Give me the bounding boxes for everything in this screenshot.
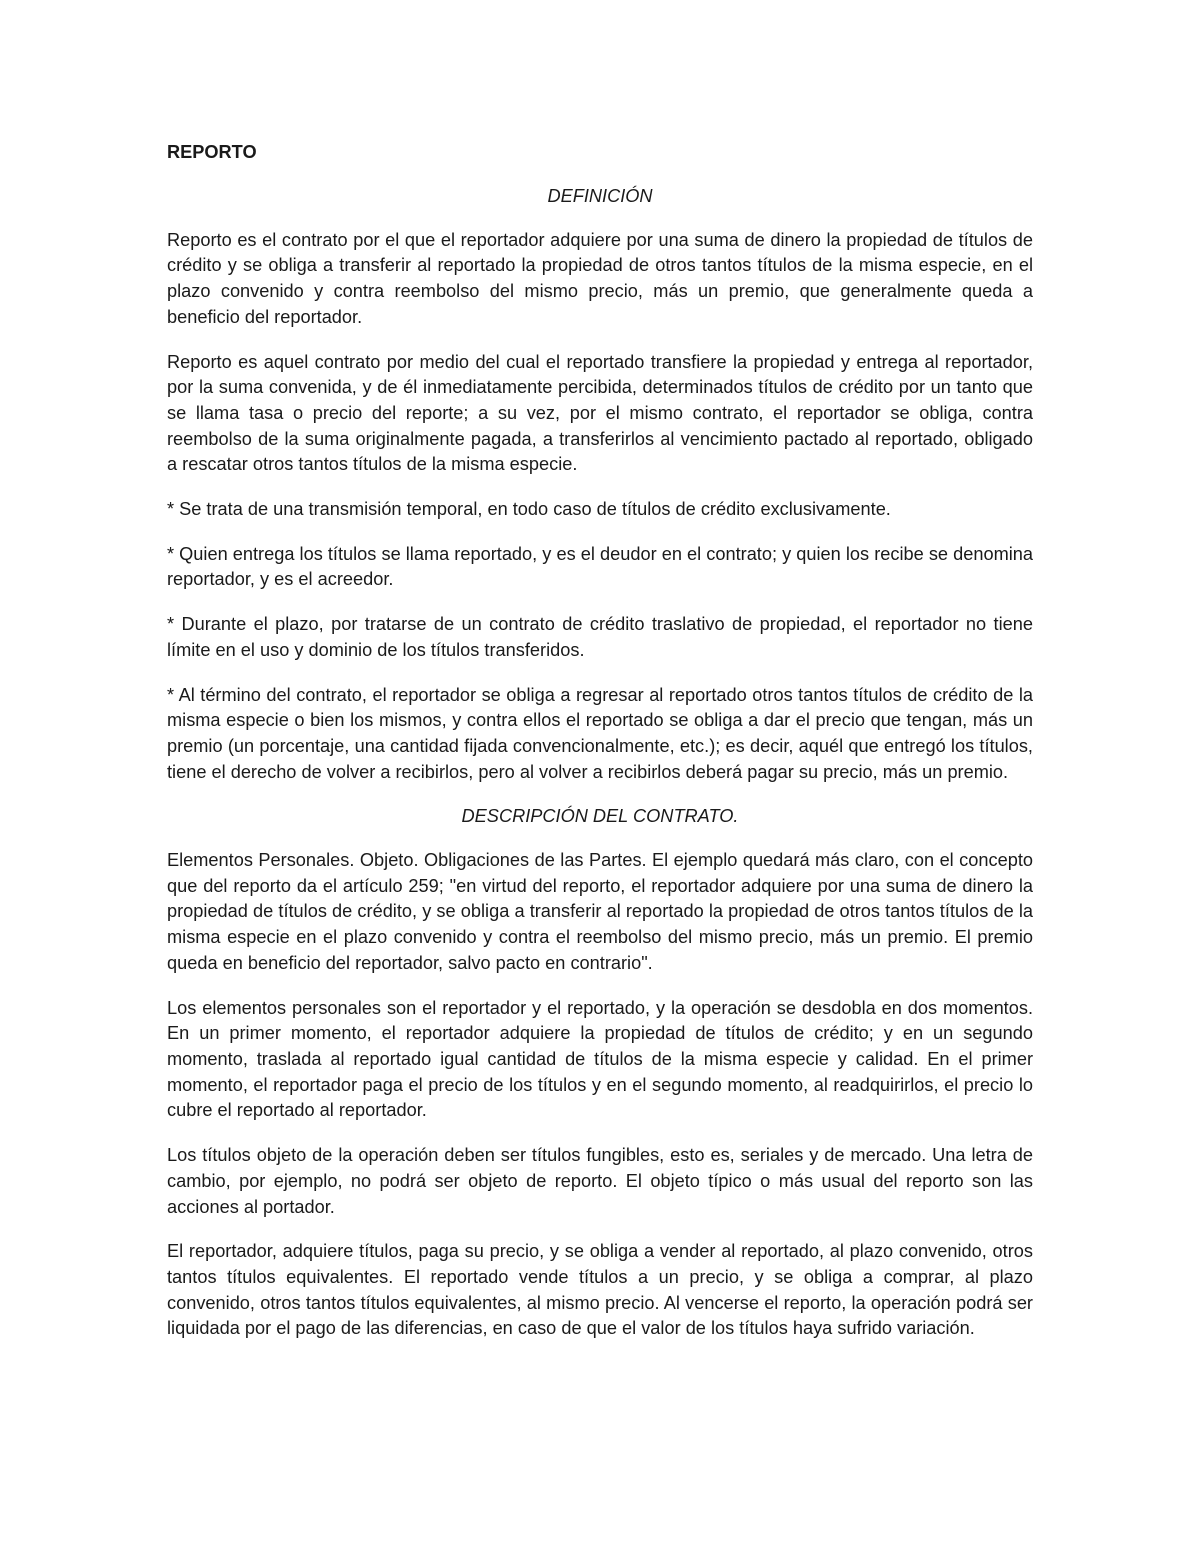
bullet-paragraph: * Quien entrega los títulos se llama reportado, y es el deudor en el contrato; y quien los recibe se denomina reportador, y es el acreedor. [167,543,1033,590]
paragraph: Los elementos personales son el reportador y el reportado, y la operación se desdobla en dos momentos. En un primer momento, el reportador adquiere la propiedad de títulos de crédito; y en un segundo momento, traslada al reportado igual cantidad de títulos de la misma especie y calidad. En el primer momento, el reportador paga el precio de los títulos y en el segundo momento, al readquirirlos, el precio lo cubre el reportado al reportador. [167,997,1033,1121]
document-title: REPORTO [167,142,257,162]
paragraph: Elementos Personales. Objeto. Obligaciones de las Partes. El ejemplo quedará más claro, con el concepto que del reporto da el artículo 259; "en virtud del reporto, el reportador adquiere por una suma de dinero la propiedad de títulos de crédito, y se obliga a transferir al reportado la propiedad de otros tantos títulos de la misma especie en el plazo convenido y contra el reembolso del mismo precio, más un premio. El premio queda en beneficio del reportador, salvo pacto en contrario". [167,850,1033,973]
paragraph: Reporto es el contrato por el que el reportador adquiere por una suma de dinero la propiedad de títulos de crédito y se obliga a transferir al reportado la propiedad de otros tantos títulos de la misma especie, en el plazo convenido y contra reembolso del mismo precio, más un premio, que generalmente queda a beneficio del reportador. [167,229,1033,327]
bullet-paragraph: * Durante el plazo, por tratarse de un contrato de crédito traslativo de propiedad, el reportador no tiene límite en el uso y dominio de los títulos transferidos. [167,614,1033,660]
section-heading-definicion: DEFINICIÓN [547,186,653,206]
bullet-paragraph: * Al término del contrato, el reportador se obliga a regresar al reportado otros tantos títulos de crédito de la misma especie o bien los mismos, y contra ellos el reportado se obliga a dar el precio que tengan, más un premio (un porcentaje, una cantidad fijada convencionalmente, etc.); es decir, aquél que entregó los títulos, tiene el derecho de volver a recibirlos, pero al volver a recibirlos deberá pagar su precio, más un premio. [167,684,1033,782]
paragraph: Los títulos objeto de la operación deben ser títulos fungibles, esto es, seriales y de mercado. Una letra de cambio, por ejemplo, no podrá ser objeto de reporto. El objeto típico o más usual del reporto son las acciones al portador. [167,1145,1033,1217]
section-heading-descripcion: DESCRIPCIÓN DEL CONTRATO. [461,806,739,827]
paragraph: Reporto es aquel contrato por medio del cual el reportado transfiere la propiedad y entrega al reportador, por la suma convenida, y de él inmediatamente percibida, determinados títulos de crédito por un tanto que se llama tasa o precio del reporte; a su vez, por el mismo contrato, el reportador se obliga, contra reembolso de la suma originalmente pagada, a transferirlos al vencimiento pactado al reportado, obligado a rescatar otros tantos títulos de la misma especie. [167,351,1033,475]
bullet-paragraph: * Se trata de una transmisión temporal, en todo caso de títulos de crédito exclusivamente. [167,499,891,520]
document-page [167,140,1033,1361]
paragraph: El reportador, adquiere títulos, paga su precio, y se obliga a vender al reportado, al plazo convenido, otros tantos títulos equivalentes. El reportado vende títulos a un precio, y se obliga a comprar, al plazo convenido, otros tantos títulos equivalentes, al mismo precio. Al vencerse el reporto, la operación podrá ser liquidada por el pago de las diferencias, en caso de que el valor de los títulos haya sufrido variación. [167,1241,1033,1339]
